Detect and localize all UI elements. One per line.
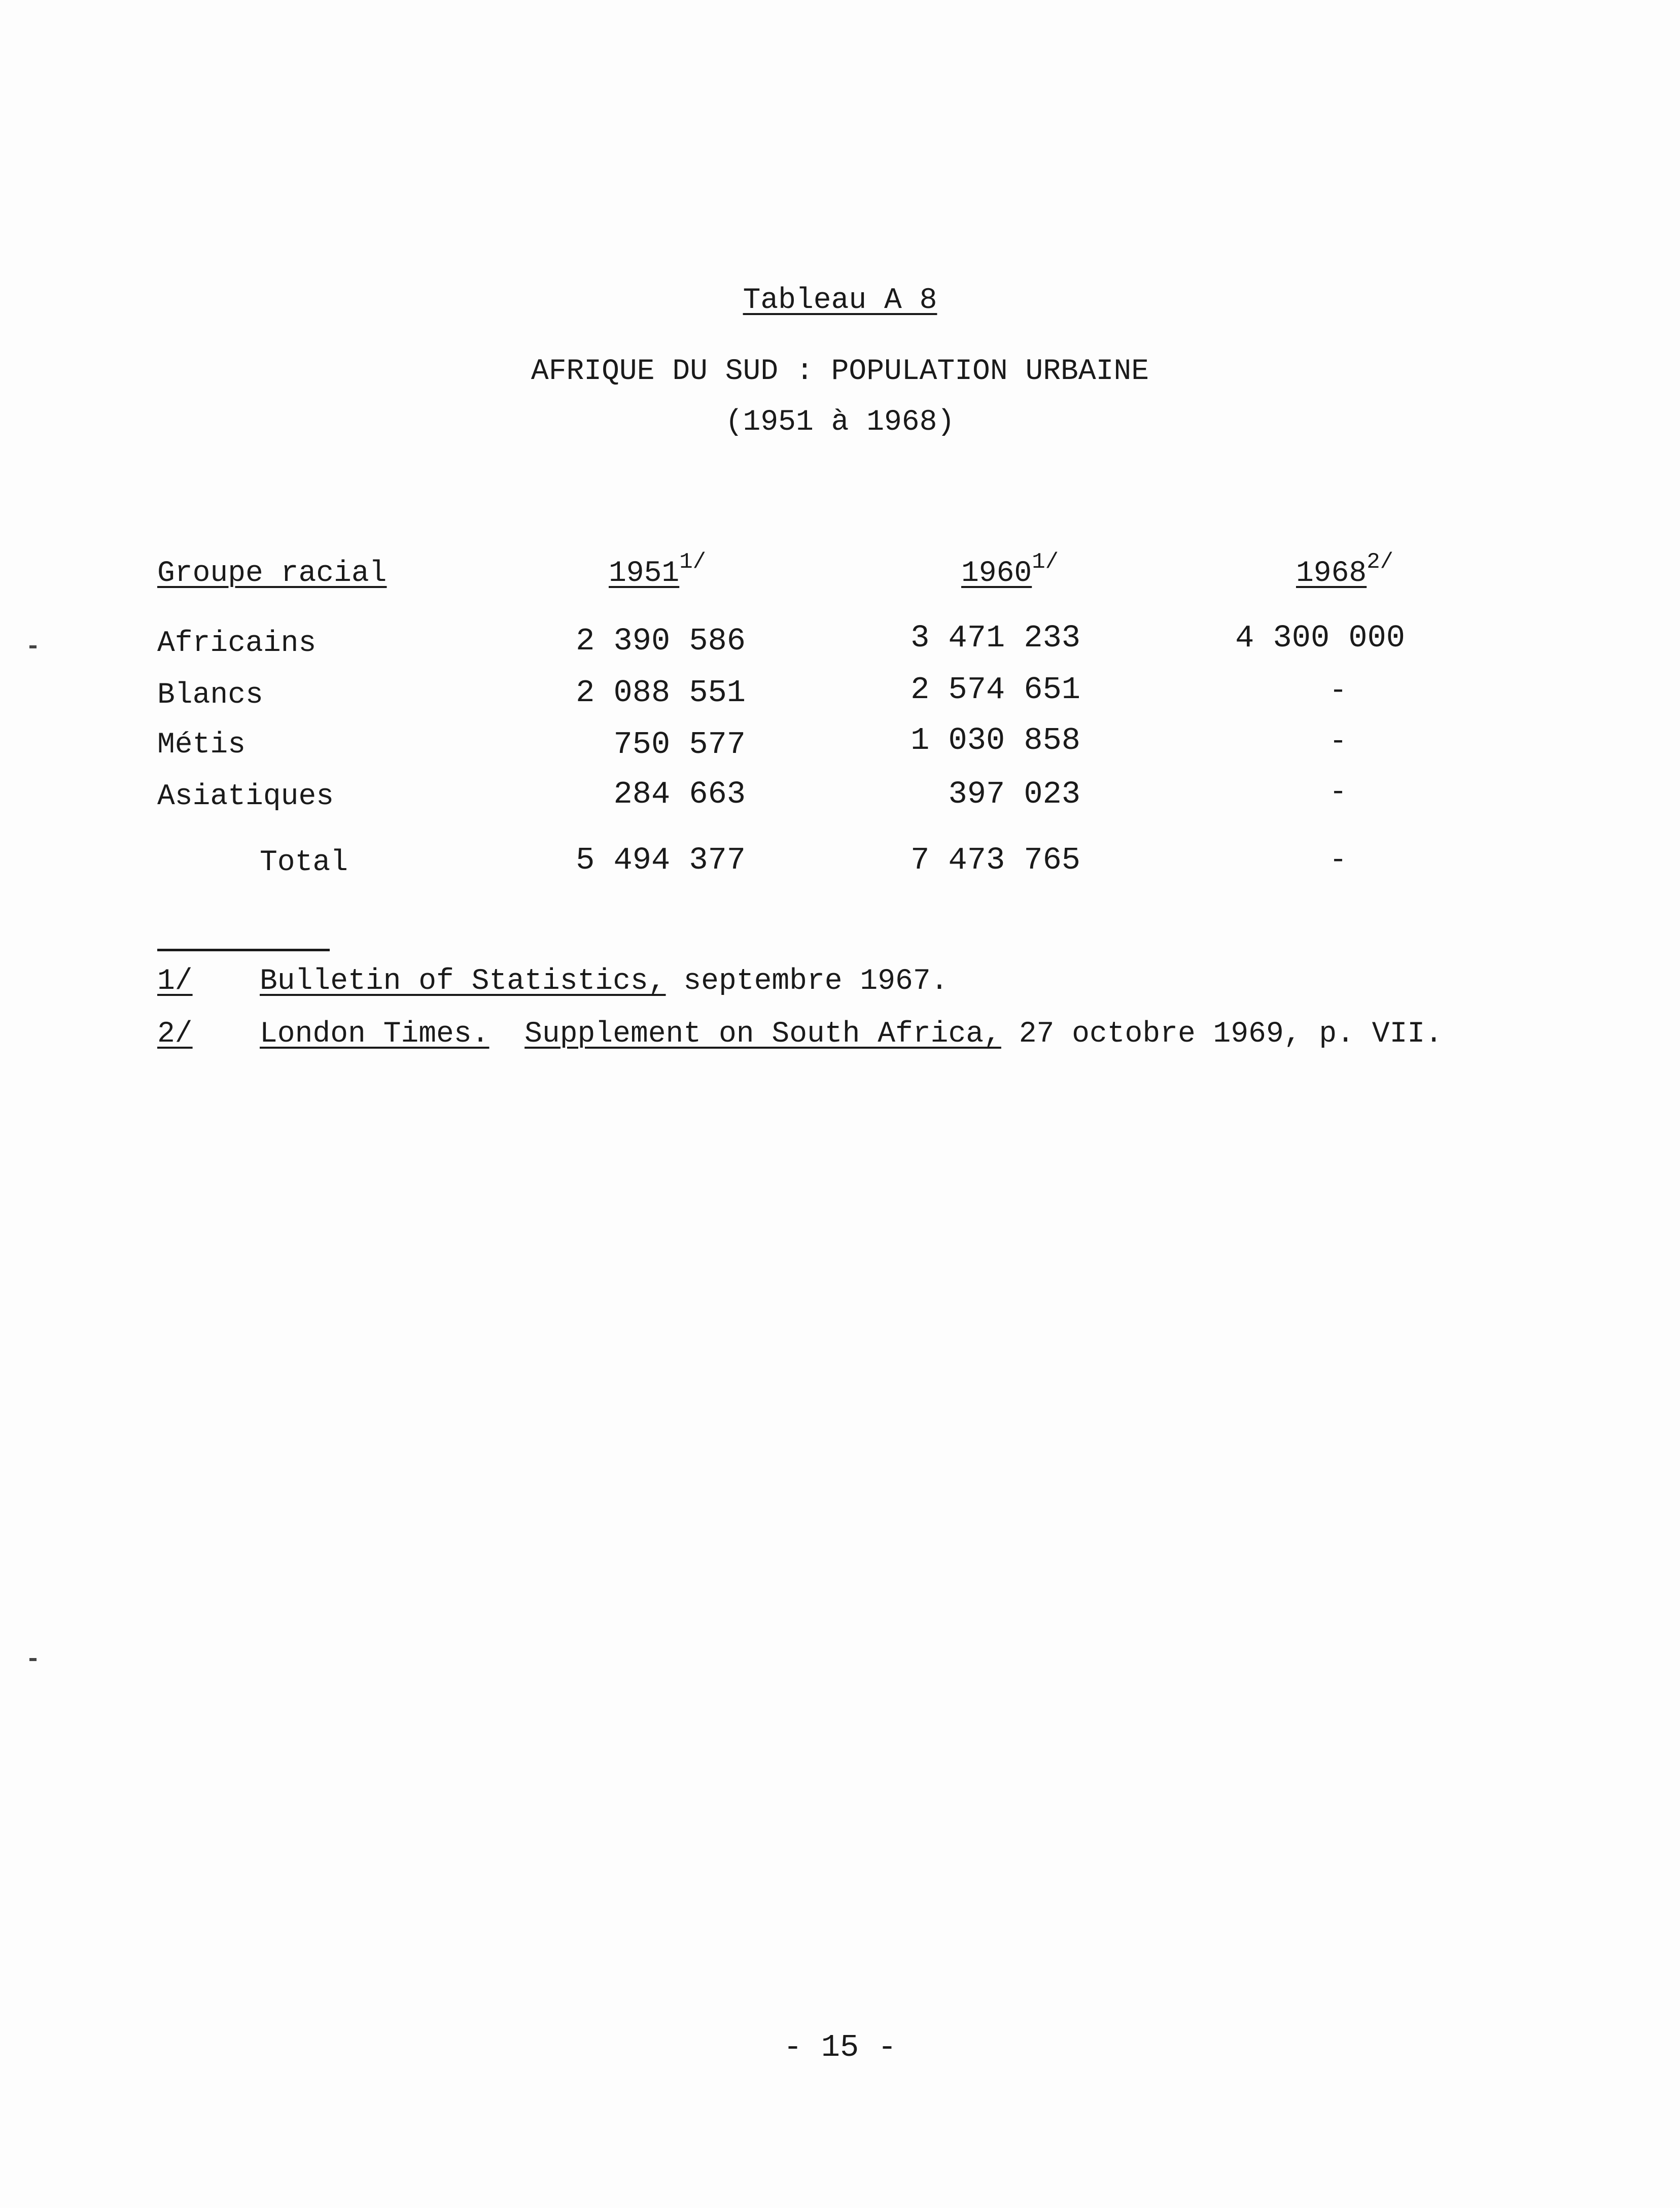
table-title-text: Tableau A 8 bbox=[743, 284, 937, 317]
cell-africains-1960: 3 471 233 bbox=[911, 620, 1080, 656]
footnote-2-mark bbox=[157, 1018, 193, 1051]
header-1960 bbox=[961, 549, 1059, 590]
header-1960-label: 1960 bbox=[961, 557, 1032, 590]
footnote-2-mark-text: 2/ bbox=[157, 1018, 193, 1051]
header-1951-label: 1951 bbox=[609, 557, 680, 590]
header-1951-note: 1/ bbox=[679, 549, 707, 575]
cell-total-1960: 7 473 765 bbox=[911, 842, 1080, 878]
cell-total-1951: 5 494 377 bbox=[576, 842, 746, 878]
cell-asiatiques-1960: 397 023 bbox=[948, 776, 1080, 812]
header-group-label: Groupe racial bbox=[157, 557, 387, 590]
cell-blancs-1951: 2 088 551 bbox=[576, 675, 746, 711]
cell-africains-1968: 4 300 000 bbox=[1235, 620, 1405, 656]
footnote-1-source: Bulletin of Statistics, bbox=[260, 965, 666, 998]
footnote-1-text bbox=[260, 965, 948, 998]
table-title bbox=[0, 284, 1680, 317]
row-label-africains: Africains bbox=[157, 627, 317, 660]
header-1968 bbox=[1296, 549, 1394, 590]
cell-metis-1960: 1 030 858 bbox=[911, 722, 1080, 758]
cell-metis-1951: 750 577 bbox=[613, 727, 746, 763]
header-1960-note: 1/ bbox=[1032, 549, 1059, 575]
header-1968-note: 2/ bbox=[1367, 549, 1394, 575]
cell-blancs-1960: 2 574 651 bbox=[911, 672, 1080, 708]
cell-blancs-1968: - bbox=[1329, 675, 1347, 708]
footnote-1-mark bbox=[157, 965, 193, 998]
document-subtitle: (1951 à 1968) bbox=[725, 406, 955, 439]
header-1951 bbox=[609, 549, 707, 590]
header-1968-label: 1968 bbox=[1296, 557, 1367, 590]
cell-asiatiques-1951: 284 663 bbox=[613, 776, 746, 812]
footnote-2-text bbox=[260, 1018, 1443, 1051]
row-label-asiatiques: Asiatiques bbox=[157, 780, 334, 813]
row-label-blancs: Blancs bbox=[157, 679, 263, 712]
row-label-metis: Métis bbox=[157, 729, 246, 762]
scan-speck bbox=[29, 645, 37, 648]
footnote-rule bbox=[157, 949, 330, 951]
cell-metis-1968: - bbox=[1329, 726, 1347, 758]
cell-asiatiques-1968: - bbox=[1329, 776, 1347, 809]
row-label-total: Total bbox=[260, 846, 348, 879]
footnote-2-rest: 27 octobre 1969, p. VII. bbox=[1019, 1018, 1443, 1051]
footnote-1-mark-text: 1/ bbox=[157, 965, 193, 998]
cell-africains-1951: 2 390 586 bbox=[576, 623, 746, 659]
footnote-1-rest: septembre 1967. bbox=[683, 965, 949, 998]
scan-speck bbox=[29, 1658, 37, 1661]
header-group-racial bbox=[157, 557, 387, 590]
cell-total-1968: - bbox=[1329, 844, 1347, 877]
document-title: AFRIQUE DU SUD : POPULATION URBAINE bbox=[531, 355, 1149, 388]
footnote-2-source: London Times. bbox=[260, 1018, 489, 1051]
page-number: - 15 - bbox=[783, 2029, 897, 2065]
footnote-2-source2: Supplement on South Africa, bbox=[524, 1018, 1001, 1051]
